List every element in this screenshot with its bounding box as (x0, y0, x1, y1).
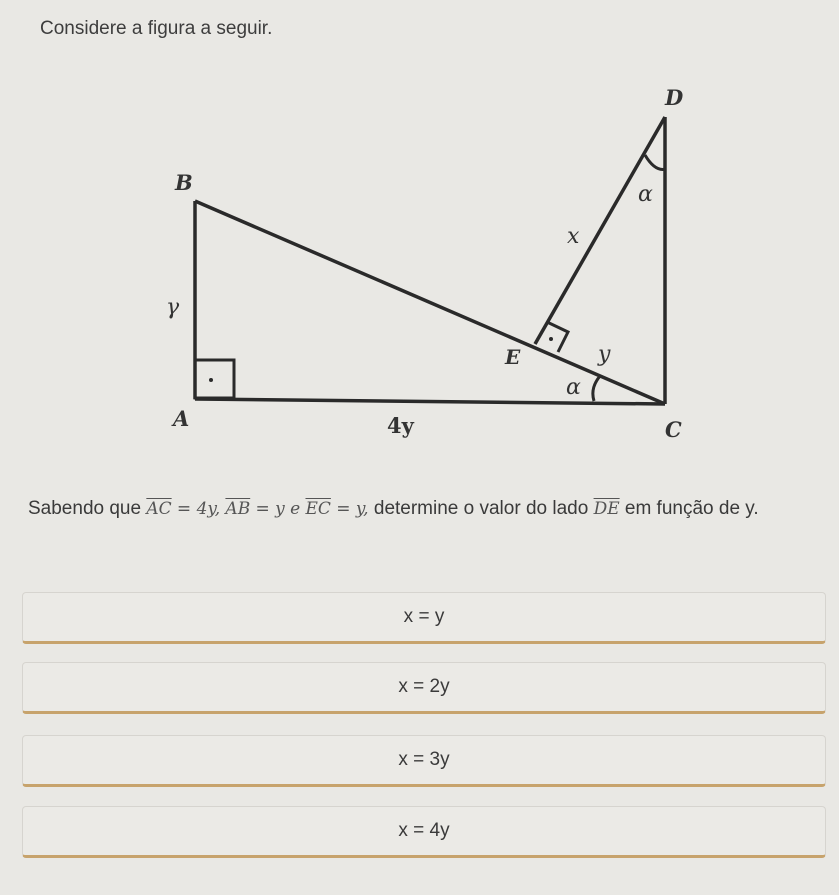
label-alpha-bottom: α (566, 375, 581, 400)
right-angle-dot-a (209, 378, 213, 382)
answer-option-3[interactable] (22, 735, 826, 787)
segment-bc (195, 201, 665, 404)
segment-de (535, 117, 665, 344)
question-prefix: Sabendo que (28, 498, 142, 519)
answer-option-label: x = 4y (398, 820, 450, 841)
label-x: x (567, 224, 580, 249)
segment-ac-value: = 4y, (176, 499, 221, 519)
answer-option-2[interactable] (22, 662, 826, 714)
answer-option-label: x = 3y (398, 749, 450, 770)
label-c: C (665, 417, 682, 442)
answer-option-label: x = y (403, 606, 445, 627)
answer-option-4[interactable] (22, 806, 826, 858)
segment-ab-value: = y e (255, 499, 301, 519)
segment-ec-value: = y, (336, 499, 369, 519)
angle-arc-c (593, 376, 600, 401)
answer-option-label: x = 2y (398, 676, 450, 697)
label-alpha-top: α (638, 182, 653, 207)
geometry-figure (140, 75, 700, 455)
question-middle: determine o valor do lado (368, 498, 594, 519)
label-e: E (505, 345, 521, 369)
label-y: y (598, 342, 611, 367)
label-a: A (173, 406, 190, 431)
label-d: D (665, 85, 684, 110)
label-base: 4y (387, 413, 414, 438)
label-gamma: γ (166, 295, 180, 320)
segment-ec-label: $\overline{EC}$ (305, 499, 331, 519)
segment-de-label: $\overline{DE}$ (593, 499, 620, 519)
label-b: B (175, 170, 193, 195)
angle-arc-d (645, 155, 666, 169)
right-angle-mark-a (195, 360, 234, 398)
segment-ab-label: $\overline{AB}$ (225, 499, 251, 519)
intro-text: Considere a figura a seguir. (40, 18, 273, 39)
question-text (28, 490, 818, 528)
question-suffix: em função de y. (619, 498, 759, 519)
right-angle-mark-e (547, 322, 568, 352)
right-angle-dot-e (549, 337, 553, 341)
answer-option-1[interactable] (22, 592, 826, 644)
segment-ac-label: $\overline{AC}$ (146, 499, 172, 519)
